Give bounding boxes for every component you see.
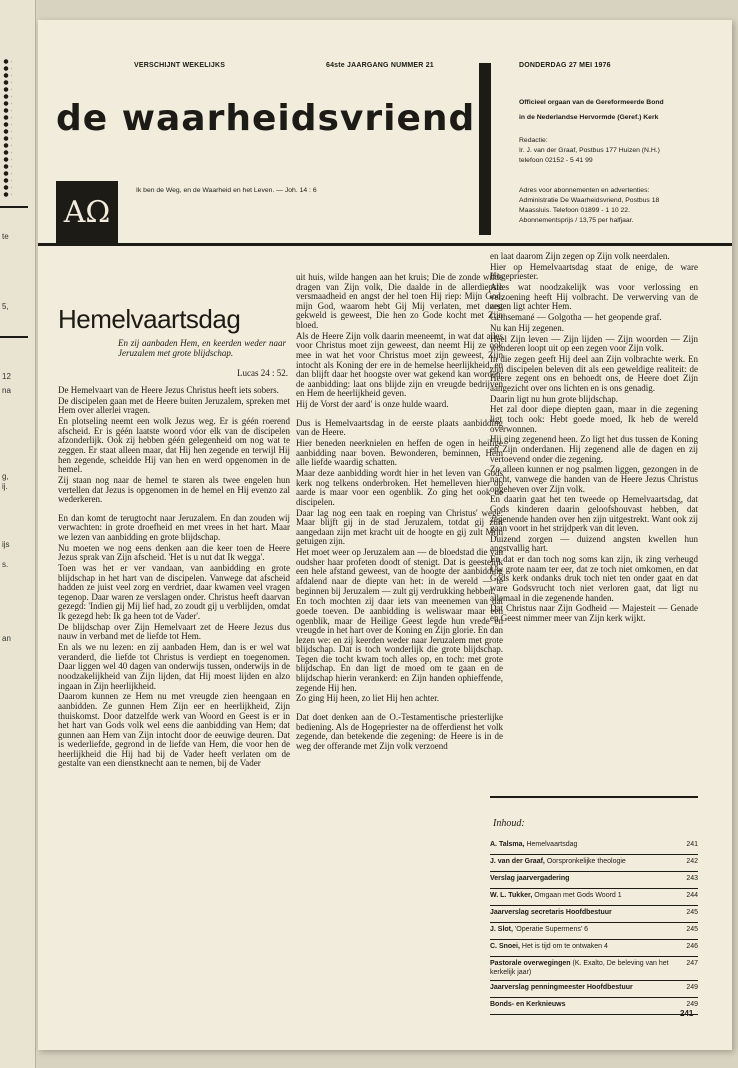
paragraph: Nu kan Hij zegenen. xyxy=(490,322,564,333)
toc-entry[interactable] xyxy=(490,957,698,981)
address-line: Maassluis. Telefoon 01899 - 1 10 22. xyxy=(519,207,630,214)
spine-fragment: te xyxy=(2,232,9,241)
page-number: 241 xyxy=(680,1009,694,1018)
organ-line: in de Nederlandse Hervormde (Geref.) Kerk xyxy=(519,114,659,121)
masthead-rule xyxy=(38,243,732,246)
toc-author: J. van der Graaf, xyxy=(490,858,545,865)
paragraph: Dat Christus naar Zijn Godheid — Majesteit — Genade en Geest nimmer meer van Zijn kerk wijkt. xyxy=(490,603,698,623)
toc-entry[interactable] xyxy=(490,940,698,957)
toc-author: Verslag jaarvergadering xyxy=(490,875,570,882)
paragraph: En dan komt de terugtocht naar Jeruzalem. En dan zouden wij verwachten: in grote droefheid en met vrees in het hart. Maar we lezen van aanbidding en grote blijdschap. xyxy=(58,512,290,542)
paragraph: Alles wat noodzakelijk was voor verlossing en verzoening heeft Hij volbracht. De verwerving van de zegen ligt achter Hem. xyxy=(490,282,698,312)
article-column-3 xyxy=(490,252,698,625)
issue-label: 64ste JAARGANG NUMMER 21 xyxy=(326,62,434,69)
address-line: Administratie De Waarheidsvriend, Postbus 18 xyxy=(519,197,660,204)
editorial-line: Ir. J. van der Graaf, Postbus 177 Huizen (N.H.) xyxy=(519,147,660,154)
paragraph: Nu moeten we nog eens denken aan die keer toen de Heere Jezus sprak van Zijn afscheid. 'Het is u nut dat Ik wegga'. xyxy=(58,542,290,563)
adjacent-page-edge xyxy=(0,0,36,1068)
toc-author: Jaarverslag penningmeester Hoofdbestuur xyxy=(490,984,633,991)
editorial-line: telefoon 02152 - 5 41 99 xyxy=(519,157,593,164)
toc-page: 247 xyxy=(686,960,698,967)
alpha-omega-icon: AΩ xyxy=(56,181,118,243)
paragraph: Maar deze aanbidding wordt hier in het leven van Gods kerk nog telkens onderbroken. Het hemelleven hier op aarde is maar voor een ogenblik. Zo ging het ook de discipelen. xyxy=(296,468,503,507)
paragraph: En daarin gaat het ten tweede op Hemelvaartsdag, dat Gods kinderen daarin geloofshouvast hebben, dat zegenende handen over hen zijn uitgestrekt. Want ook zij gaan voort in het strijdperk van dit leven. xyxy=(490,494,698,534)
toc-author: C. Snoei, xyxy=(490,943,520,950)
editorial-info xyxy=(519,136,724,166)
spine-fragment: 5, xyxy=(2,302,9,311)
toc-author: J. Slot, xyxy=(490,926,513,933)
paragraph: Heel Zijn leven — Zijn lijden — Zijn woorden — Zijn wonderen loopt uit op een zegen voor Zijn volk. xyxy=(490,333,698,354)
epigraph: En zij aanbaden Hem, en keerden weder naar Jeruzalem met grote blijdschap. xyxy=(118,338,286,358)
paragraph: Gethsemané — Golgotha — het geopende graf. xyxy=(490,312,662,323)
toc-title-text: Oorspronkelijke theologie xyxy=(546,858,626,865)
article-column-2 xyxy=(296,273,503,753)
editorial-line: Redactie: xyxy=(519,137,548,144)
subscription-info xyxy=(519,186,724,226)
paragraph: En dat er dan toch nog soms kan zijn, ik zing verheugd Uw grote naam ter eer, dat ze toch niet omkomen, en dat Gods kerk ondanks druk toch niet ten onder gaat en dat ware Godsvrucht toch niet verloren gaat, dat ligt nu allemaal in die zegenende handen. xyxy=(490,554,698,603)
paragraph: En toch mochten zij daar iets van meenemen van dat goede toeven. De aanbidding is weliswaar maar een ogenblik, maar de Heilige Geest legde hun vrede en vreugde in het hart over de Koning en Zijn glorie. En dan lezen we: en zij keerden weder naar Jeruzalem met grote blijdschap. Dat is toch wonderlijk die grote blijdschap. Tegen die tocht kwam toch alles op, en toch: met grote blijdschap. En dan ligt de moed om te gaan en de blijdschap hierin verankerd: en Zijn handen ophieffende, zegende Hij hen. xyxy=(296,596,503,693)
address-line: Abonnementsprijs / 13,75 per halfjaar. xyxy=(519,217,634,224)
masthead-divider xyxy=(479,63,491,235)
toc-page: 249 xyxy=(686,1001,698,1008)
paragraph: Duizend zorgen — duizend angsten kwellen hun angstvallig hart. xyxy=(490,533,698,554)
newspaper-page xyxy=(38,20,732,1050)
paragraph: Zij staan nog naar de hemel te staren als twee engelen hun vertellen dat Jezus is opgenomen in de hemel en Hij evenzo zal wederkeren. xyxy=(58,474,290,505)
toc-title-text: 'Operatie Supermens' 6 xyxy=(514,926,589,933)
paragraph: uit huis, wilde hangen aan het kruis; Die de zonde wilde dragen van Zijn volk, Die daalde in de allerdiepste versmaadheid en angst der hel toen Hij riep: Mijn God, mijn God, waarom hebt Gij Mij verlaten, met dorst gekweld is geweest, Die hen zo Gode kocht met Zijn bloed. xyxy=(296,272,503,330)
toc-page: 243 xyxy=(686,875,698,882)
spine-fragment: s. xyxy=(2,560,9,569)
toc-title: Inhoud: xyxy=(493,818,525,829)
toc-entry[interactable] xyxy=(490,981,698,998)
paragraph: Hij ging zegenend heen. Zo ligt het dus tussen de Koning en Zijn onderdanen. Hij zegenend alle de dagen en zij vertoevend onder die zegening. xyxy=(490,434,698,464)
paragraph: Het zal door diepe diepten gaan, maar in die zegening ligt toch ook: Hebt goede moed, Ik heb de wereld overwonnen. xyxy=(490,404,698,434)
toc-author: Jaarverslag secretaris Hoofdbestuur xyxy=(490,909,612,916)
spine-fragment: ijs xyxy=(2,540,10,549)
motto: Ik ben de Weg, en de Waarheid en het Leven. — Joh. 14 : 6 xyxy=(136,187,317,194)
organ-info xyxy=(519,98,724,123)
toc-entry[interactable] xyxy=(490,855,698,872)
paragraph: Dus is Hemelvaartsdag in de eerste plaats aanbidding van de Heere. xyxy=(296,417,503,438)
toc-entry[interactable] xyxy=(490,906,698,923)
toc-page: 249 xyxy=(686,984,698,991)
article-title: Hemelvaartsdag xyxy=(58,304,241,334)
masthead-logo: de waarheidsvriend xyxy=(56,98,476,139)
paragraph: Dat doet denken aan de O.-Testamentische priesterlijke bediening. Als de Hogepriester na de offerdienst het volk zegende, dan betekende die zegening: de Heere is in de weg der offerande met Zijn volk verzoend xyxy=(296,712,503,751)
toc-title-text: (K. Exalto, De beleving van het kerkelijk jaar) xyxy=(490,960,669,976)
toc-title-text: Omgaan met Gods Woord 1 xyxy=(534,892,622,899)
paragraph: Toen was het er ver vandaan, van aanbidding en grote blijdschap in het hart van de discipelen. Vanwege dat afscheid hadden ze juist veel zorg en verdriet, daar kwamen veel vragen tegenop. Daar waren ze verslagen onder. Christus heeft daarvan gezegd: 'Indien gij Mij lief had, zo zoudt gij u verblijden, omdat Ik gezegd heb: Ik ga heen tot de Vader'. xyxy=(58,563,290,621)
paragraph: Hier op Hemelvaartsdag staat de enige, de ware Hogepriester. xyxy=(490,261,698,282)
paragraph: En als we nu lezen: en zij aanbaden Hem, dan is er wel wat veranderd, die liefde tot Christus is verdiept en toegenomen. Daar liggen wel 40 dagen van onderwijs tussen, onderwijs in de noodzakelijkheid van Zijn lijden, dat Hij moest lijden en alzo ingaan in Zijn heerlijkheid. xyxy=(58,642,290,691)
toc-page: 245 xyxy=(686,926,698,933)
toc-author: Bonds- en Kerknieuws xyxy=(490,1001,566,1008)
paragraph: Als de Heere Zijn volk daarin meeneemt, in wat dat alles voor Christus moet zijn geweest, dan neemt Hij ze ook mee in wat het voor Christus moet zijn geweest, Zijn intocht als Koning der ere in de hemelse heerlijkheid, en dan blijft daar het hoogste over wat gekend kan worden: de aanbidding: laat ons blijde zijn en vreugde bedrijven en Hem de heerlijkheid geven. xyxy=(296,330,503,399)
paragraph: Het moet weer op Jeruzalem aan — de bloedstad die van oudsher haar profeten doodt of stenigt. Dat is geestelijk een hele afstand geweest, van de hoogte der aanbidding afdalend naar de diepte van het: in de wereld — te beginnen bij Jeruzalem — zult gij verdrukking hebben. xyxy=(296,547,503,596)
toc-page: 244 xyxy=(686,892,698,899)
date-label: DONDERDAG 27 MEI 1976 xyxy=(519,62,611,69)
article-column-1 xyxy=(58,386,290,770)
toc-author: Pastorale overwegingen xyxy=(490,960,571,967)
scripture-reference: Lucas 24 : 52. xyxy=(237,368,288,378)
toc-page: 246 xyxy=(686,943,698,950)
paragraph: Zo alleen kunnen er nog psalmen liggen, gezongen in de nacht, vanwege die handen van de Heere Jezus Christus opgeheven over Zijn volk. xyxy=(490,464,698,494)
toc-entry[interactable] xyxy=(490,923,698,940)
dot-border-ornament xyxy=(2,58,12,198)
paragraph: Hier beneden neerknielen en heffen de ogen in heilige aanbidding naar boven. Bewonderen, beminnen, Hem alle liefde waardig schatten. xyxy=(296,438,503,468)
frequency-label: VERSCHIJNT WEKELIJKS xyxy=(134,62,226,69)
paragraph: In die zegen geeft Hij deel aan Zijn volbrachte werk. En zijn discipelen beleven dit als een geweldige realiteit: de Heere zegent ons en behoedt ons, de Heere doet Zijn aangezicht over ons lichten en is ons genadig. xyxy=(490,354,698,393)
paragraph: Hij de Vorst der aard' is onze hulde waard. xyxy=(296,399,449,410)
paragraph: Daarom kunnen ze Hem nu met vreugde zien heengaan en aanbidden. Ze gunnen Hem Zijn eer en heerlijkheid, Zijn thuiskomst. Door datzelfde werk van Woord en Geest is er in het hart van Gods volk wel eens die aanbidding van Hem; dat gunnen aan Hem van Zijn intocht door de eeuwige deuren. Dat is wederliefde, gegrond in de liefde van Hem, die voor hen de heerlijkheid die Hij had bij de Vader heeft verlaten om de gestalte van een dienstknecht aan te nemen, bij de Vader xyxy=(58,691,290,769)
paragraph: En plotseling neemt een wolk Jezus weg. Er is géén roerend afscheid. Er is géén laatste woord vóor elk van de discipelen afzonderlijk. Ook zij hebben géén gelegenheid om nog wat te zeggen. Er staat alleen maar, dat Hij hen zegende en terwijl Hij hen zegende, scheidde Hij van hen en werd opgenomen in de hemel. xyxy=(58,416,290,475)
toc-page: 241 xyxy=(686,841,698,848)
paragraph: De Hemelvaart van de Heere Jezus Christus heeft iets sobers. xyxy=(58,385,279,395)
toc-author: W. L. Tukker, xyxy=(490,892,533,899)
toc-page: 242 xyxy=(686,858,698,865)
table-of-contents xyxy=(490,838,698,1015)
paragraph: De discipelen gaan met de Heere buiten Jeruzalem, spreken met Hem over allerlei vragen. xyxy=(58,395,290,416)
paragraph: Zo ging Hij heen, zo liet Hij hen achter. xyxy=(296,693,439,704)
toc-entry[interactable] xyxy=(490,889,698,906)
toc-author: A. Talsma, xyxy=(490,841,525,848)
spine-rule xyxy=(0,336,28,338)
paragraph: De blijdschap over Zijn Hemelvaart zet de Heere Jezus dus nauw in verband met de liefde tot Hem. xyxy=(58,621,290,642)
organ-line: Officieel orgaan van de Gereformeerde Bond xyxy=(519,99,664,106)
toc-title-text: Het is tijd om te ontwaken 4 xyxy=(521,943,608,950)
toc-entry[interactable] xyxy=(490,872,698,889)
toc-rule xyxy=(490,796,698,798)
spine-fragment: an xyxy=(2,634,11,643)
spine-rule xyxy=(0,206,28,208)
spine-fragment: ij. xyxy=(2,482,8,491)
toc-title-text: Hemelvaartsdag xyxy=(526,841,578,848)
spine-fragment: g, xyxy=(2,472,9,481)
paragraph: Daarin ligt nu hun grote blijdschap. xyxy=(490,393,618,404)
spine-fragment: na xyxy=(2,386,11,395)
paragraph: Daar lag nog een taak en roeping van Christus' wege: Maar blijft gij in de stad Jeruzalem, totdat gij zult aangedaan zijn met kracht uit de hoogte en gij zult Mijn getuigen zijn. xyxy=(296,507,503,547)
paragraph: en laat daarom Zijn zegen op Zijn volk neerdalen. xyxy=(490,251,670,261)
address-line: Adres voor abonnementen en advertenties: xyxy=(519,187,650,194)
spine-fragment: 12 xyxy=(2,372,11,381)
toc-page: 245 xyxy=(686,909,698,916)
toc-entry[interactable] xyxy=(490,998,698,1015)
toc-entry[interactable] xyxy=(490,838,698,855)
